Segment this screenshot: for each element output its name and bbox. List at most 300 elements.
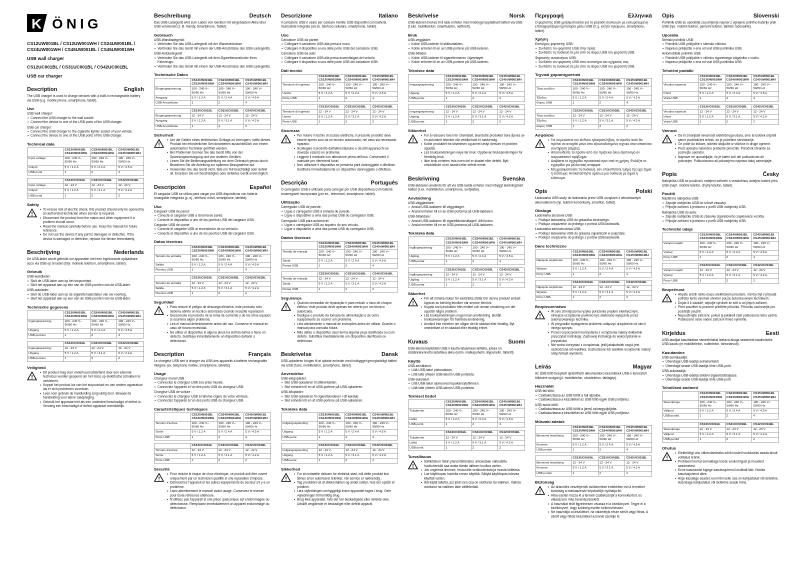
description-text: USB-laderen brukes til å lade enheter med innebygd oppladbart batteri via USB (f.eks. mobiltelefon, smarttelefon, nettbrett). (408, 21, 523, 29)
safety-bullet: • Naprave ne uporabljajte, če je kateri koli del poškodovan ali pokvarjen. Poškodovano ali pokvarjeno napravo takoj zamenjajte. (675, 155, 780, 163)
value-cell: 100 - 240 V~ 50/60 Hz (63, 319, 90, 328)
value-cell: 2 (90, 333, 117, 338)
value-cell: 100 - 240 V~ 50/60 Hz (444, 83, 471, 92)
use-bullet: • Conecte el dispositivo a uno de los puertos USB del cargador USB. (154, 232, 271, 236)
tech-table-wall (408, 237, 525, 265)
tech-table-wall (154, 412, 271, 440)
safety-bullet: • Les bruksanvisningen nøye før bruk. Oppbevar bruksanvisningen for fremtidig bruk. (421, 151, 526, 159)
row-label: Lähtö (408, 417, 444, 422)
value-cell: 12 - 24 V (63, 183, 90, 188)
value-cell: 2 (725, 255, 752, 260)
safety-bullet: • W przypadku wystąpienia problemu odłączyć urządzenie od sieci i innego sprzętu. (548, 322, 653, 330)
use-heading: Χρήση (535, 37, 548, 42)
safety-bullet: • Älä käytä laitetta, jos jokin sen osa on vioittunut tai viallinen. Vaihda vioittunut tai viallinen laite välittömästi. (421, 481, 526, 489)
table-corner-cell (408, 237, 444, 246)
row-label: Porty USB (662, 279, 698, 284)
row-label: Tensión de entrada (154, 281, 190, 286)
section-title: Description (154, 351, 185, 358)
value-cell: 5 V / 1.2 A (63, 328, 90, 333)
use-bullet: • Connectez le chargeur USB à la prise murale. (154, 381, 271, 385)
tech-table-car (662, 104, 779, 125)
model-column-header: CS42UC001BL (625, 456, 652, 461)
model-column-header: CS12UW001BL CS12UW001WH (698, 74, 725, 83)
row-label: Puertos USB (154, 268, 190, 273)
value-cell: 2 (498, 446, 525, 451)
value-cell: 100 - 240 V~ 50/60 Hz (725, 241, 752, 250)
value-cell: 5 V / 2.4 A (344, 91, 371, 96)
tech-table-car (281, 104, 398, 125)
row-label: Ingångsspänning (408, 273, 444, 278)
language-name: Suomi (508, 338, 525, 345)
value-cell: 100 - 240 V~ 50/60 Hz (344, 83, 371, 92)
table-header-row (281, 413, 398, 422)
language-name: Polski (635, 188, 652, 195)
value-cell: 1 (190, 291, 217, 296)
section-title: Descrizione (281, 13, 312, 19)
table-header-row (281, 74, 398, 83)
value-cell: 12 - 24 V (498, 436, 525, 441)
language-block-sv (408, 176, 525, 331)
value-cell: 100 - 240 V~ 50/60 Hz (371, 83, 398, 92)
value-cell: 5 V / 1.2 A (444, 254, 471, 259)
model-column-header: CS42UC001BL (371, 105, 398, 110)
tech-table-wall (154, 78, 271, 106)
use-list (281, 206, 398, 232)
safety-bullet: • Dojde-li k závadě, odpojte výrobek ze sítě a od jiných zařízení. (675, 301, 780, 305)
language-block-pt (281, 180, 398, 343)
section-title: Beskrivelse (281, 351, 312, 358)
tech-table-wall (662, 391, 779, 419)
safety-bullet: • Koppla bort produkten från elnätet och annan utrustning om det uppstår några problem. (421, 306, 526, 314)
row-label: Tensión de entrada (154, 254, 190, 263)
value-cell: 1 (571, 471, 598, 476)
value-cell: 5 V / 3.1 A (598, 290, 625, 295)
model-column-header: CS42UC001BL (371, 443, 398, 448)
row-label: Input voltage (27, 183, 63, 188)
table-row (27, 170, 144, 175)
safety-list (167, 306, 272, 344)
value-cell: 2 (725, 414, 752, 419)
svg-text:!: ! (158, 309, 160, 316)
use-heading: Uporaba (662, 32, 679, 38)
model-column-header: CS12UC001BL (317, 105, 344, 110)
row-label: Väljund (662, 432, 698, 437)
language-name: Slovenski (753, 13, 779, 19)
use-bullet: • Koble USB-laderen til sigarettenneren i kjøretøyet. (408, 56, 525, 60)
description-text: The USB charger is used to charge devices with a built-in rechargeable battery via USB (e.g. mobile phone, smartphone, tablet). (27, 94, 141, 103)
value-cell: 4 (625, 272, 652, 277)
tech-table-car (408, 430, 525, 451)
value-cell: 4 (752, 96, 779, 101)
value-cell: 1 (571, 101, 598, 106)
safety-bullet: • Lea el manual detenidamente antes del uso. Conserve el manual en caso de futura necesidad. (167, 322, 272, 330)
value-cell: 5 V / 4.5 A (498, 417, 525, 422)
use-list (662, 38, 779, 64)
model-column-header: CS31UC001BL (598, 109, 625, 114)
use-list (154, 210, 271, 236)
model-column-header: CS24UW001BL CS24UW001WH (598, 78, 625, 87)
row-label: USB-porter (408, 96, 444, 101)
table-header-row (154, 78, 271, 87)
warning-icon (662, 452, 672, 462)
section-title: Kuvaus (408, 338, 428, 345)
value-cell: 5 V / 1.2 A (317, 282, 344, 287)
value-cell: 2 (217, 458, 244, 463)
safety-bullet: • Če pride do težave, izdelek izključite iz vtičnice in druge opreme. (675, 143, 780, 147)
value-cell: 5 V / 2.4 A (725, 250, 752, 255)
use-list (535, 43, 652, 69)
row-label: Sortie (154, 453, 190, 458)
section-title: Kirjeldus (662, 330, 686, 337)
safety-section (662, 134, 779, 164)
row-label: Vrata USB (662, 120, 698, 125)
value-cell: 5 V / 1.2 A (444, 441, 471, 446)
value-cell: 1 (571, 448, 598, 453)
safety-bullet: • Débranchez l'appareil et les autres équipements du secteur s'il y a un problème. (167, 481, 272, 489)
table-header-row (662, 233, 779, 242)
row-label: USB-portit (408, 446, 444, 451)
safety-bullet: • Abyste snížili riziko úrazu elektrickým proudem, měl by být v případě potřeby tento výrobek otevřen pouze autorizovaným technikem. (675, 293, 780, 301)
model-column-header: CS24UW001BL CS24UW001WH (344, 241, 371, 250)
tech-table-car (535, 456, 652, 477)
use-heading: Användning (408, 195, 432, 201)
row-label: USB-portit (408, 422, 444, 427)
table-header-row (662, 74, 779, 83)
value-cell: 2 (752, 120, 779, 125)
row-label: USB-pordid (662, 414, 698, 419)
row-label: Tulojännite (408, 409, 444, 418)
section-title: Beskrivelse (408, 13, 439, 19)
description-text: De USB-lader wordt gebruikt om apparaten met een ingebouwde oplaadbare accu via USB op te laden (bijv. mobiele telefoon, smartphone, tablet). (27, 257, 138, 266)
safety-list (548, 138, 653, 180)
section-title: Beskrivning (408, 175, 440, 182)
safety-bullet: • Lesen Sie die Bedienungsanleitung vor dem Gebrauch genau durch. Bewahren Sie die Anleitung zur späteren Bezugnahme auf. (167, 160, 272, 168)
value-cell: 5 V / 4.2 A (117, 188, 144, 193)
table-row (154, 435, 271, 440)
safety-bullet: • For at nedsætte risikoen for elektrisk stød, må dette produkt kun åbnes af en autoriseret tekniker, når service er nødvendig. (294, 473, 399, 481)
value-cell: 100 - 240 V~ 50/60 Hz (444, 246, 471, 255)
row-label: Vstupní napětí (662, 268, 698, 273)
safety-bullet: • Använd inte enheten om någon del är skadad eller felaktig. Byt omedelbart ut en skadad eller felaktig enhet. (421, 322, 526, 330)
value-cell: 12 - 24 V (598, 114, 625, 119)
language-section-header (154, 352, 271, 358)
value-cell: 12 - 24 V (344, 448, 371, 453)
use-bullet: • Anslut USB-laddaren till cigarettändaruttaget i ditt fordon. (408, 219, 525, 223)
safety-section (408, 134, 525, 168)
safety-bullet: • Probleemi korral eemaldage toode vooluvõrgust ja muudest seadmetest. (675, 460, 780, 468)
row-label: Wyjście (535, 290, 571, 295)
value-cell: 100 - 240 V~ 50/60 Hz (344, 421, 371, 430)
use-bullet: • Napravo priključite v ena od vrat USB polnilnika USB. (662, 61, 779, 65)
value-cell: 100 - 240 V~ 50/60 Hz (498, 83, 525, 92)
technical-data-heading: Datos técnicos (154, 239, 183, 245)
safety-list (294, 134, 399, 172)
row-label: Θύρες USB (535, 124, 571, 129)
value-cell: 5 V / 3.1 A (725, 115, 752, 120)
model-column-header: CS12UC001BL (444, 105, 471, 110)
model-column-header: CS12UC001BL (63, 178, 90, 183)
technical-data-heading: Dados técnicos (281, 235, 311, 240)
technical-data-heading: Τεχνικά χαρακτηριστικά (535, 72, 581, 77)
safety-bullet: • Disconnect the product from the mains and other equipment if a problem should occur. (40, 216, 145, 224)
row-label: Saída (281, 282, 317, 287)
value-cell: 100 - 240 V~ 50/60 Hz (598, 87, 625, 96)
value-cell: 100 - 240 V~ 50/60 Hz (371, 421, 398, 430)
table-row (662, 279, 779, 284)
use-subheading: Cargador USB de pared: (154, 209, 190, 214)
language-block-nl (27, 250, 144, 409)
value-cell: 12 - 24 V (498, 273, 525, 278)
table-row (154, 254, 271, 263)
model-column-header: CS31UC001BL (90, 341, 117, 346)
safety-section (281, 134, 398, 172)
value-cell: 5 V / 2.4 A (598, 443, 625, 448)
table-row (154, 421, 271, 430)
car-charger-model-numbers: CS12UC001BL / CS31UC001BL / CS42UC001BL (27, 64, 129, 70)
row-label: Izhod (662, 115, 698, 120)
value-cell: 12 - 24 V (571, 114, 598, 119)
value-cell: 5 V / 1.2 A (317, 453, 344, 458)
row-label: USB-Anschlüsse (154, 101, 190, 106)
model-column-header: CS45UW001BL CS45UW001WH (625, 250, 652, 259)
model-column-header: CS45UW001BL CS45UW001WH (244, 78, 271, 87)
safety-bullet: • Desligue o produto da tomada de alimentação e de outro equipamento se ocorrer um problema. (294, 314, 399, 322)
use-heading: Bruk (408, 32, 418, 38)
safety-section (535, 138, 652, 180)
value-cell: 100 - 240 V~ 50/60 Hz (571, 434, 598, 443)
language-name: Norsk (509, 13, 525, 19)
safety-list (548, 485, 653, 519)
value-cell: 1 (444, 422, 471, 427)
description-text: Ο φορτιστής USB χρησιμοποιείται για τη φόρτιση συσκευών με ενσωματωμένη επαναφορτιζόμενη μπαταρία μέσω USB (π.χ. κινητό τηλέφωνο, smartphone, tablet). (535, 21, 649, 33)
value-cell: 2 (471, 96, 498, 101)
value-cell: 12 - 24 V (317, 277, 344, 282)
row-label: Salida (154, 286, 190, 291)
value-cell: 2 (752, 279, 779, 284)
value-cell: 2 (725, 96, 752, 101)
use-heading: Použití (662, 191, 676, 197)
safety-list (40, 371, 145, 409)
use-subheading: USB-billaddare: (408, 215, 431, 219)
safety-heading: Varnost (662, 128, 677, 134)
use-bullet: • Verbinden Sie das Gerät mit einem der USB-Anschlüsse des USB-Ladegeräts. (154, 65, 271, 69)
tech-table-wall (154, 245, 271, 273)
value-cell: 12 - 24 V (217, 448, 244, 453)
safety-section (27, 371, 144, 409)
safety-heading: Sicherheit (154, 132, 174, 138)
value-cell: 100 - 240 V~ 50/60 Hz (317, 421, 344, 430)
table-row (408, 259, 525, 264)
table-row (535, 101, 652, 106)
model-column-header: CS12UW001BL CS12UW001WH (698, 233, 725, 242)
technical-data-heading: Tekniska data (408, 231, 435, 236)
row-label: Tensão de entrada (281, 250, 317, 259)
safety-bullet: • Ne használja a készüléket, ha valamelyik része sérült vagy hibás. A sérült vagy hibás készüléket azonnal cserélje ki. (548, 511, 653, 519)
table-corner-cell (535, 78, 571, 87)
value-cell: 100 - 240 V~ 50/60 Hz (698, 83, 725, 92)
row-label: Θύρες USB (535, 101, 571, 106)
table-header-row (662, 391, 779, 400)
value-cell: 2 (217, 291, 244, 296)
tech-table-car (281, 271, 398, 292)
safety-heading: Sécurité (154, 467, 170, 472)
safety-bullet: • Læs vejledningen omhyggeligt inden apparatet tages i brug. Gem vejledningen til fremtidig brug. (294, 490, 399, 498)
safety-bullet: • Per ridurre il rischio di scosse elettriche, il presente prodotto deve essere aperto solo da un tecnico autorizzato, nel caso sia necessario ripararlo. (294, 134, 399, 147)
safety-bullet: • N'utilisez pas l'appareil si une pièce quelconque est endommagée ou défectueuse. Remplacez immédiatement un appareil endommagé ou défectueux. (167, 498, 272, 511)
value-cell: 12 - 24 V (752, 110, 779, 115)
row-label: Uitgang (27, 351, 63, 356)
safety-bullet: • Enne kasutamist lugege kasutusjuhend hoolikalt läbi. Hoidke kasutusjuhend alles. (675, 469, 780, 477)
column-1 (27, 13, 144, 557)
row-label: Tensione di ingresso (281, 83, 317, 92)
technical-data-heading: Tekniske data (281, 406, 308, 412)
value-cell: 100 - 240 V~ 50/60 Hz (725, 400, 752, 409)
table-corner-cell (535, 250, 571, 259)
row-label: USB-portar (408, 259, 444, 264)
use-bullet: • Podłącz urządzenie do jednego z portów USB ładowarki. (535, 222, 652, 226)
column-6 (662, 13, 779, 557)
value-cell: 4 (498, 96, 525, 101)
value-cell: 5 V / 4.2 A (371, 453, 398, 458)
row-label: Uitgang (27, 328, 63, 333)
svg-text:!: ! (285, 137, 287, 144)
value-cell: 100 - 240 V~ 50/60 Hz (244, 87, 271, 96)
safety-heading: Biztonság (535, 479, 555, 485)
model-column-header: CS31UC001BL (725, 263, 752, 268)
value-cell: 100 - 240 V~ 50/60 Hz (190, 254, 217, 263)
safety-bullet: • Tag produktet ud af stikkontakten og andet udstyr, hvis der opstår et problem. (294, 481, 399, 489)
value-cell: 4 (498, 422, 525, 427)
use-heading: Utilização (281, 200, 300, 205)
value-cell: 100 - 240 V~ 50/60 Hz (698, 400, 725, 409)
value-cell: 100 - 240 V~ 50/60 Hz (317, 83, 344, 92)
use-bullet: • Anslut enheten till en av USB-portarna på USB-laddaren. (408, 223, 525, 227)
value-cell: 5 V / 1.2 A (698, 115, 725, 120)
tech-table-wall (281, 241, 398, 269)
value-cell: 100 - 240 V~ 50/60 Hz (725, 83, 752, 92)
safety-list (294, 301, 399, 343)
model-column-header: CS42UC001BL (498, 430, 525, 435)
description-text: Ładowarka USB służy do ładowania przez USB urządzeń z wbudowanym akumulatorem (np. telefon komórkowy, smartfon, tablet). (535, 196, 641, 205)
use-bullet: • Sluit de USB-lader aan op het stopcontact. (27, 279, 144, 283)
value-cell: 4 (371, 96, 398, 101)
safety-bullet: • Non utilizzare il dispositivo se presenta parti danneggiate o difettose. Sostituire immediatamente un dispositivo danneggiato o difettoso. (294, 164, 399, 172)
tech-table-car (408, 104, 525, 125)
value-cell: 5 V / 4.2 A (752, 432, 779, 437)
use-bullet: • Csatlakoztassa az USB töltőt a jármű szivargyújtójába. (535, 408, 652, 412)
table-corner-cell (154, 245, 190, 254)
model-column-header: CS31UC001BL (217, 109, 244, 114)
use-bullet: • Slut enheden til en af USB-portene på USB-opladeren. (281, 399, 398, 403)
use-subheading: USB-väggladdare: (408, 201, 435, 205)
safety-list (675, 134, 780, 164)
use-list (408, 38, 525, 64)
warning-icon (535, 485, 545, 495)
model-column-header: CS12UC001BL (698, 263, 725, 268)
value-cell: 2 (90, 170, 117, 175)
value-cell: 5 V / 4.5 A (371, 430, 398, 435)
value-cell: 5 V / 2.4 A (217, 263, 244, 268)
table-row (281, 264, 398, 269)
model-column-header: CS24UW001BL CS24UW001WH (217, 413, 244, 422)
safety-list (40, 208, 145, 242)
technical-data-heading: Tekniset tiedot (408, 394, 436, 399)
model-column-header: CS42UC001BL (752, 105, 779, 110)
value-cell: 5 V / 3.1 A (471, 115, 498, 120)
table-corner-cell (154, 413, 190, 422)
table-row (408, 246, 525, 255)
value-cell: 100 - 240 V~ 50/60 Hz (698, 241, 725, 250)
value-cell: 1 (190, 101, 217, 106)
model-column-header: CS45UW001BL CS45UW001WH (752, 391, 779, 400)
language-section-header (408, 13, 525, 19)
language-section-header (154, 184, 271, 190)
row-label: Napięcie wejściowe (535, 285, 571, 290)
model-column-header: CS12UW001BL CS12UW001WH (317, 413, 344, 422)
value-cell: 5 V / 1.2 A (698, 273, 725, 278)
tech-table-wall (408, 74, 525, 102)
use-bullet: • Verbinden Sie das USB-Ladegerät mit dem Zigarettenanzünder Ihres Fahrzeugs. (154, 56, 271, 64)
model-column-header: CS31UC001BL (725, 422, 752, 427)
value-cell: 12 - 24 V (90, 346, 117, 351)
section-title: Descrição (281, 180, 308, 187)
safety-bullet: • Διαβάστε το εγχειρίδιο προσεκτικά πριν από τη χρήση. Φυλάξτε το εγχειρίδιο για μελλοντική αναφορά. (548, 160, 653, 168)
model-column-header: CS24UW001BL CS24UW001WH (217, 245, 244, 254)
tech-table-wall (27, 310, 144, 338)
model-column-header: CS42UC001BL (625, 109, 652, 114)
description-text: Polnilnik USB se uporablja za polnjenje naprav z vgrajeno polnilno baterijo prek USB (npr. mobilni telefon, pametni telefon, tablični računalnik). (662, 21, 777, 29)
safety-bullet: • Ärge kasutage seadet, kui mõni selle osa on kahjustatud või defektne. Asendage kahjustatud või defektne seade kohe. (675, 477, 780, 485)
model-column-header: CS24UW001BL CS24UW001WH (90, 148, 117, 157)
model-column-header: CS24UW001BL CS24UW001WH (344, 413, 371, 422)
value-cell: 12 - 24 V (371, 448, 398, 453)
use-heading: Käyttö (408, 358, 421, 364)
svg-text:!: ! (412, 463, 414, 470)
model-column-header: CS24UW001BL CS24UW001WH (344, 74, 371, 83)
language-block-it (281, 13, 398, 172)
row-label: Eingangsspannung (154, 114, 190, 119)
use-bullet: • Polnilnik USB priključite v vtičnico cigaretnega vžigalnika v vozilu. (662, 56, 779, 60)
value-cell: 12 - 24 V (752, 268, 779, 273)
model-column-header: CS12UC001BL (444, 430, 471, 435)
language-section-header (535, 189, 652, 195)
table-corner-cell (408, 400, 444, 409)
language-section-header (281, 13, 398, 19)
value-cell: 1 (63, 356, 90, 361)
safety-heading: Ασφάλεια (535, 132, 554, 138)
model-column-header: CS12UC001BL (571, 280, 598, 285)
warning-icon (154, 473, 164, 483)
model-column-header: CS12UC001BL (190, 276, 217, 281)
value-cell: 5 V / 4.5 A (625, 267, 652, 272)
value-cell: 12 - 24 V (217, 281, 244, 286)
technical-data-heading: Technische gegevens (27, 304, 69, 310)
value-cell: 5 V / 4.2 A (244, 453, 271, 458)
section-title: Descripción (154, 184, 186, 191)
row-label: Výstup (662, 273, 698, 278)
model-column-header: CS31UC001BL (344, 443, 371, 448)
value-cell: 2 (598, 272, 625, 277)
value-cell: 5 V / 4.2 A (244, 119, 271, 124)
svg-text:!: ! (666, 137, 668, 144)
model-column-header: CS45UW001BL CS45UW001WH (752, 233, 779, 242)
language-name: Nederlands (114, 249, 144, 256)
use-bullet: • Verbinden Sie das USB-Ladegerät mit der Wandsteckdose. (154, 43, 271, 47)
language-section-header (408, 176, 525, 182)
safety-heading: Säkerhet (408, 291, 425, 297)
safety-bullet: • To reduce risk of electric shock, this product should only be opened by an authorized technician when service is required. (40, 208, 145, 216)
model-column-header: CS31UC001BL (471, 268, 498, 273)
